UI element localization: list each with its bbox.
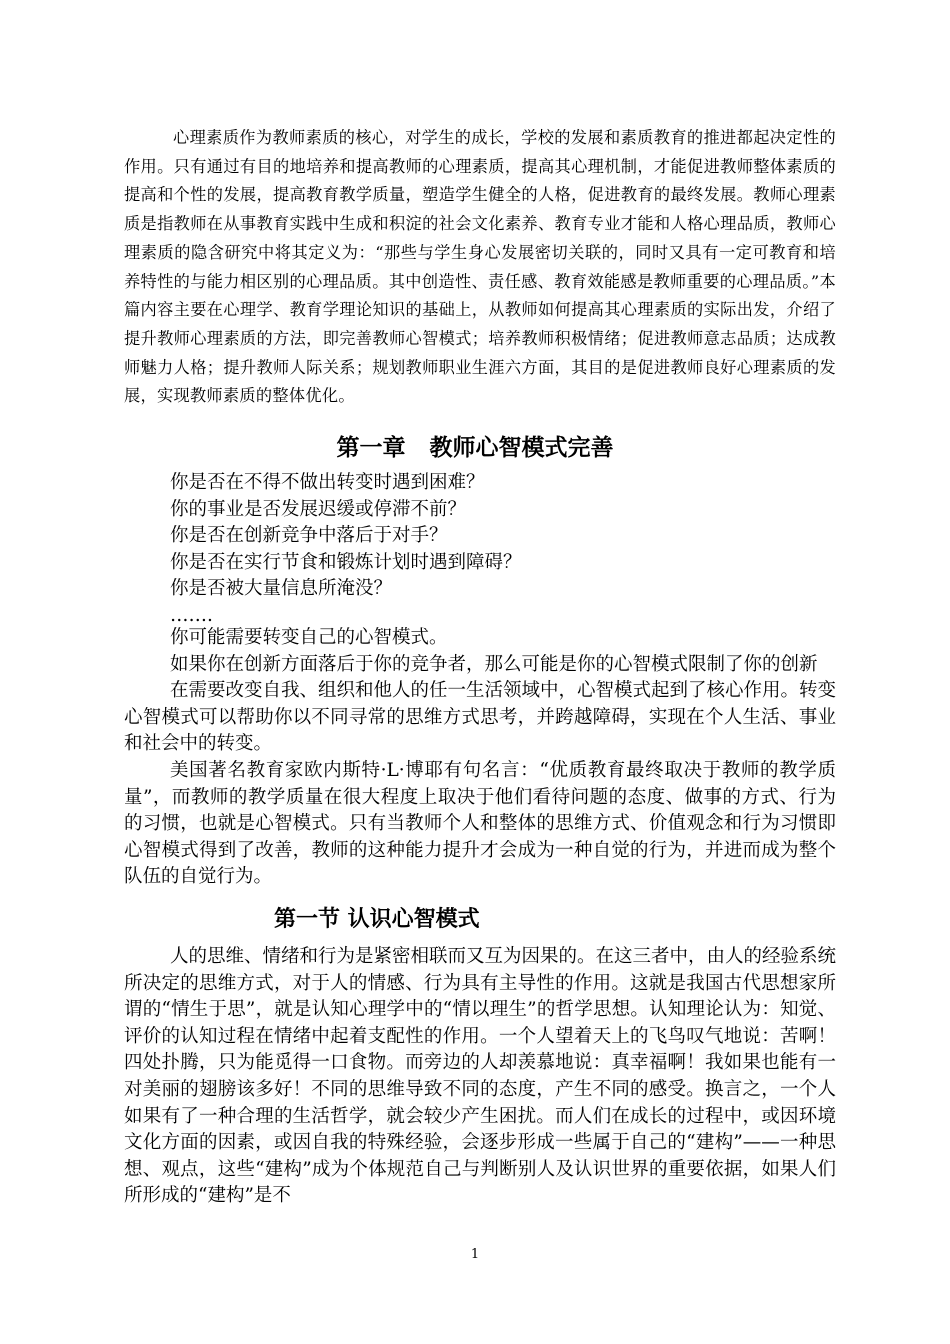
- question-item: 你是否在创新竞争中落后于对手？: [170, 525, 448, 547]
- body-paragraph: 美国著名教育家欧内斯特·L·博耶有句名言：“优质教育最终取决于教师的教学质量”，而教师的教学质量在很大程度上取决于他们看待问题的态度、做事的方式、行为的习惯，也就是心智模式。只有当教师个人和整体的思维方式、价值观念和行为习惯即心智模式得到了改善，教师的这种能力提升才会成为一种自觉的行为，并进而成为整个队伍的自觉行为。: [124, 759, 836, 888]
- body-paragraph: 在需要改变自我、组织和他人的任一生活领域中，心智模式起到了核心作用。转变心智模式可以帮助你以不同寻常的思维方式思考，并跨越障碍，实现在个人生活、事业和社会中的转变。: [124, 680, 837, 755]
- chapter-title: 第一章 教师心智模式完善: [336, 435, 614, 461]
- ellipsis-item: …….: [170, 604, 213, 626]
- question-item: 你是否在不得不做出转变时遇到困难？: [170, 472, 485, 493]
- question-item: 你是否在实行节食和锻炼计划时遇到障碍？: [170, 551, 522, 573]
- question-item: 你的事业是否发展迟缓或停滞不前？: [170, 498, 467, 520]
- section-body: [124, 944, 836, 1210]
- question-list: [124, 470, 836, 630]
- body-paragraph: 你可能需要转变自己的心智模式。: [170, 627, 448, 648]
- question-item: 你是否被大量信息所淹没？: [170, 578, 393, 600]
- body-paragraph: 如果你在创新方面落后于你的竞争者，那么可能是你的心智模式限制了你的创新: [170, 653, 818, 675]
- section-title: 第一节 认识心智模式: [274, 907, 480, 932]
- page-number: 1: [470, 1247, 480, 1262]
- body-paragraph: 人的思维、情绪和行为是紧密相联而又互为因果的。在这三者中，由人的经验系统所决定的思维方式，对于人的情感、行为具有主导性的作用。这就是我国古代思想家所谓的“情生于思”，就是认知心理学中的“情以理生”的哲学思想。认知理论认为：知觉、评价的认知过程在情绪中起着支配性的作用。一个人望着天上的飞鸟叹气地说：苦啊！四处扑腾，只为能觅得一口食物。而旁边的人却羡慕地说：真幸福啊！我如果也能有一对美丽的翅膀该多好！不同的思维导致不同的态度，产生不同的感受。换言之，一个人如果有了一种合理的生活哲学，就会较少产生困扰。而人们在成长的过程中，或因环境文化方面的因素，或因自我的特殊经验，会逐步形成一些属于自己的“建构”——一种思想、观点，这些“建构”成为个体规范自己与判断别人及认识世界的重要依据，如果人们所形成的“建构”是不: [124, 946, 837, 1207]
- intro-paragraph: 心理素质作为教师素质的核心，对学生的成长，学校的发展和素质教育的推进都起决定性的作用。只有通过有目的地培养和提高教师的心理素质，提高其心理机制，才能促进教师整体素质的提高和个性的发展，提高教育教学质量，塑造学生健全的人格，促进教育的最终发展。教师心理素质是指教师在从事教育实践中生成和积淀的社会文化素养、教育专业才能和人格心理品质，教师心理素质的隐含研究中将其定义为：“那些与学生身心发展密切关联的，同时又具有一定可教育和培养特性的与能力相区别的心理品质。其中创造性、责任感、教育效能感是教师重要的心理品质。”本篇内容主要在心理学、教育学理论知识的基础上，从教师如何提高其心理素质的实际出发，介绍了提升教师心理素质的方法，即完善教师心智模式；培养教师积极情绪；促进教师意志品质；达成教师魅力人格；提升教师人际关系；规划教师职业生涯六方面，其目的是促进教师良好心理素质的发展，实现教师素质的整体优化。: [124, 128, 836, 406]
- chapter-body: [124, 625, 836, 891]
